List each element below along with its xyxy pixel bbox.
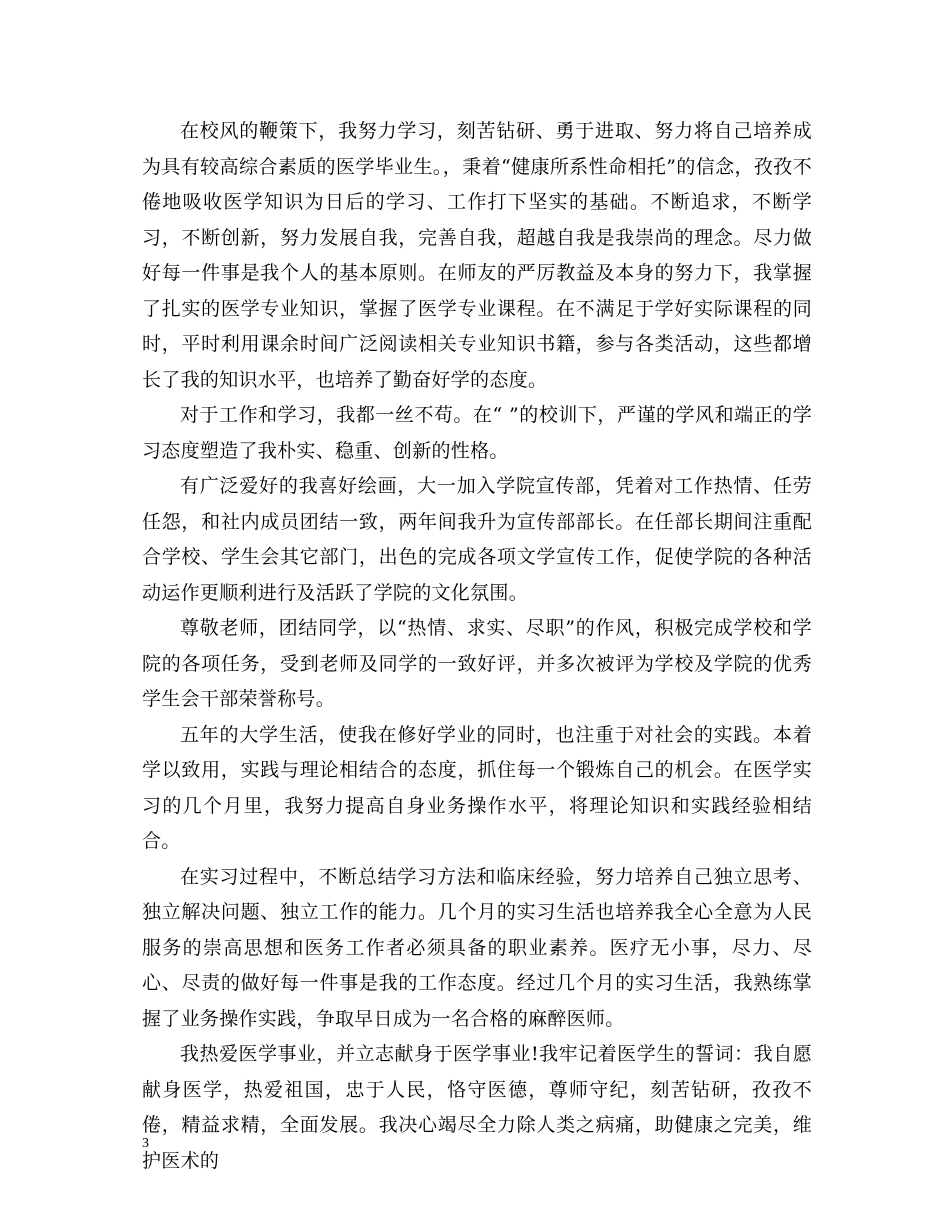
paragraph-study: 在校风的鞭策下，我努力学习，刻苦钻研、勇于进取、努力将自己培养成为具有较高综合素质的医学毕业生。，秉着“健康所系性命相托”的信念，孜孜不倦地吸收医学知识为日后的学习、工作打下坚实的基础。不断追求，不断学习，不断创新，努力发展自我，完善自我，超越自我是我崇尚的理念。尽力做好每一件事是我个人的基本原则。在师友的严厉教益及本身的努力下，我掌握了扎实的医学专业知识，掌握了医学专业课程。在不满足于学好实际课程的同时，平时利用课余时间广泛阅读相关专业知识书籍，参与各类活动，这些都增长了我的知识水平，也培养了勤奋好学的态度。 — [142, 120, 812, 391]
paragraph-attitude: 对于工作和学习，我都一丝不苟。在“ ”的校训下，严谨的学风和端正的学习态度塑造了我朴实、稳重、创新的性格。 — [142, 404, 812, 462]
body-text — [142, 114, 812, 1179]
paragraph-oath: 我热爱医学事业，并立志献身于医学事业!我牢记着医学生的誓词：我自愿献身医学，热爱祖国，忠于人民，恪守医德，尊师守纪，刻苦钻研，孜孜不倦，精益求精，全面发展。我决心竭尽全力除人类之病痛，助健康之完美，维护医术的 — [142, 1043, 812, 1172]
paragraph-practice: 五年的大学生活，使我在修好学业的同时，也注重于对社会的实践。本着学以致用，实践与理论相结合的态度，抓住每一个锻炼自己的机会。在医学实习的几个月里，我努力提高自身业务操作水平，将理论知识和实践经验相结合。 — [142, 723, 812, 852]
paragraph-respect: 尊敬老师，团结同学，以“热情、求实、尽职”的作风，积极完成学校和学院的各项任务，受到老师及同学的一致好评，并多次被评为学校及学院的优秀学生会干部荣誉称号。 — [142, 617, 812, 710]
paragraph-internship: 在实习过程中，不断总结学习方法和临床经验，努力培养自己独立思考、独立解决问题、独立工作的能力。几个月的实习生活也培养我全心全意为人民服务的崇高思想和医务工作者必须具备的职业素养。医疗无小事，尽力、尽心、尽责的做好每一件事是我的工作态度。经过几个月的实习生活，我熟练掌握了业务操作实践，争取早日成为一名合格的麻醉医师。 — [142, 865, 812, 1030]
paragraph-hobby: 有广泛爱好的我喜好绘画，大一加入学院宣传部，凭着对工作热情、任劳任怨，和社内成员团结一致，两年间我升为宣传部部长。在任部长期间注重配合学校、学生会其它部门，出色的完成各项文学宣传工作，促使学院的各种活动运作更顺利进行及活跃了学院的文化氛围。 — [142, 475, 812, 604]
page-number: 3 — [142, 1136, 149, 1151]
